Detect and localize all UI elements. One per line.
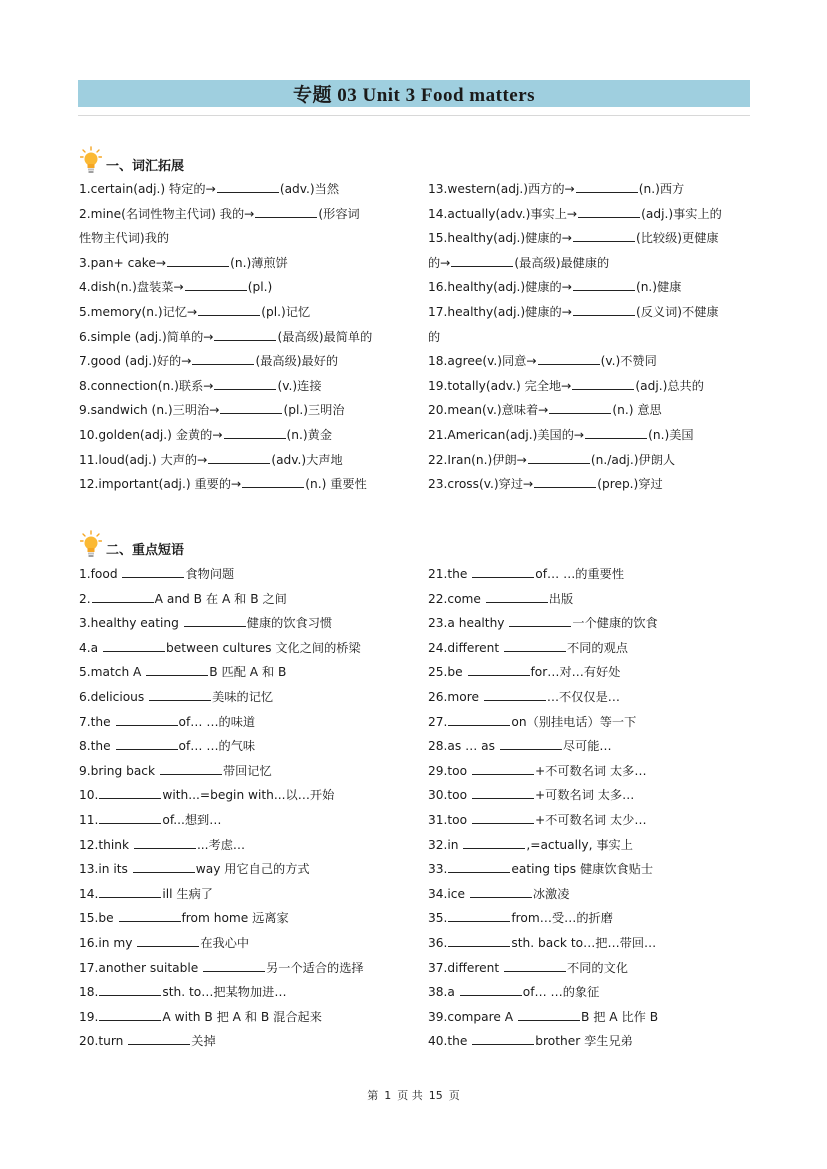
item-suffix: (adv.)大声地 [271, 452, 343, 467]
item-suffix: (反义词)不健康 [635, 304, 719, 319]
item-prefix: 40.the [428, 1034, 472, 1049]
phrase-item [79, 636, 419, 661]
item-prefix: 12.think [79, 837, 133, 852]
phrase-item [428, 808, 768, 833]
item-prefix: 5.match A [79, 665, 146, 680]
answer-blank[interactable] [214, 376, 276, 390]
answer-blank[interactable] [448, 712, 510, 726]
item-suffix: (最高级)最简单的 [277, 329, 373, 344]
page-title: 专题 03 Unit 3 Food matters [292, 85, 536, 106]
answer-blank[interactable] [149, 687, 211, 701]
phrase-item [428, 857, 768, 882]
answer-blank[interactable] [255, 204, 317, 218]
answer-blank[interactable] [103, 638, 165, 652]
item-prefix: 23.cross(v.)穿过→ [428, 477, 534, 492]
item-prefix: 25.be [428, 665, 467, 680]
answer-blank[interactable] [116, 712, 178, 726]
phrase-item [79, 685, 419, 710]
item-prefix: 1.certain(adj.) 特定的→ [79, 182, 216, 196]
answer-blank[interactable] [99, 982, 161, 996]
phrase-item [79, 734, 419, 759]
item-suffix: of… …的象征 [522, 985, 600, 1000]
answer-blank[interactable] [116, 736, 178, 750]
item-prefix: 32.in [428, 837, 463, 852]
item-prefix: 19. [79, 1009, 99, 1024]
answer-blank[interactable] [208, 450, 270, 464]
answer-blank[interactable] [242, 474, 304, 488]
answer-blank[interactable] [573, 302, 635, 316]
page-total: 15 [428, 1089, 443, 1102]
item-suffix: A and B 在 A 和 B 之间 [154, 591, 287, 606]
lightbulb-icon [80, 530, 102, 560]
section1-header [80, 146, 184, 176]
phrase-item [428, 734, 768, 759]
item-suffix: on（别挂电话）等一下 [511, 714, 637, 729]
vocab-item [428, 202, 768, 227]
answer-blank[interactable] [576, 179, 638, 193]
answer-blank[interactable] [470, 884, 532, 898]
vocab-item [428, 374, 768, 399]
phrase-item [79, 759, 419, 784]
answer-blank[interactable] [460, 982, 522, 996]
vocab-item [79, 226, 419, 251]
item-prefix: 39.compare A [428, 1009, 517, 1024]
vocab-item [79, 472, 419, 497]
vocab-item [428, 251, 768, 276]
answer-blank[interactable] [137, 933, 199, 947]
item-suffix: (adj.)事实上的 [641, 206, 722, 221]
vocab-item [428, 423, 768, 448]
item-prefix: 24.different [428, 640, 504, 655]
item-suffix: (n.)西方 [638, 182, 685, 196]
answer-blank[interactable] [472, 785, 534, 799]
item-prefix: 28.as … as [428, 739, 499, 754]
lightbulb-icon [80, 146, 102, 176]
vocab-item [79, 325, 419, 350]
item-prefix: 30.too [428, 788, 471, 803]
item-prefix: 5.memory(n.)记忆→ [79, 304, 198, 319]
item-suffix: …不仅仅是… [546, 689, 620, 704]
item-suffix: (最高级)最好的 [255, 354, 339, 369]
answer-blank[interactable] [217, 179, 279, 193]
item-suffix: (n.)健康 [635, 280, 682, 295]
phrase-item [428, 956, 768, 981]
item-suffix: (比较级)更健康 [635, 231, 719, 246]
answer-blank[interactable] [472, 761, 534, 775]
item-prefix: 2. [79, 591, 91, 606]
item-suffix: (prep.)穿过 [597, 477, 663, 492]
item-suffix: (adv.)当然 [279, 182, 340, 196]
item-suffix: of… …的气味 [178, 739, 256, 754]
item-prefix: 1.food [79, 567, 122, 581]
item-prefix: 11.loud(adj.) 大声的→ [79, 452, 208, 467]
vocab-left-column [79, 177, 419, 497]
item-suffix: 在我心中 [200, 935, 250, 950]
item-prefix: 16.healthy(adj.)健康的→ [428, 280, 572, 295]
item-suffix: +可数名词 太多… [534, 788, 635, 803]
phrase-item [79, 783, 419, 808]
phrase-item [428, 980, 768, 1005]
answer-blank[interactable] [448, 859, 510, 873]
item-suffix: (pl.)三明治 [283, 403, 345, 418]
item-suffix: 不同的文化 [567, 960, 628, 975]
item-suffix: from home 远离家 [181, 911, 289, 926]
answer-blank[interactable] [573, 277, 635, 291]
answer-blank[interactable] [518, 1007, 580, 1021]
vocab-item [79, 275, 419, 300]
answer-blank[interactable] [472, 810, 534, 824]
answer-blank[interactable] [472, 564, 534, 578]
item-prefix: 的→ [428, 255, 451, 270]
phrase-item [428, 660, 768, 685]
item-suffix: (n.)美国 [648, 427, 694, 442]
phrase-item [428, 1029, 768, 1054]
vocab-item [79, 251, 419, 276]
item-suffix: 关掉 [191, 1034, 216, 1049]
item-suffix: of...想到… [162, 812, 222, 827]
answer-blank[interactable] [160, 761, 222, 775]
item-prefix: 7.the [79, 714, 115, 729]
item-suffix: (n.) 意思 [612, 403, 662, 418]
item-prefix: 18.agree(v.)同意→ [428, 354, 537, 369]
item-prefix: 8.the [79, 739, 115, 754]
item-suffix: of… …的重要性 [535, 567, 625, 581]
item-suffix: 带回记忆 [222, 763, 272, 778]
answer-blank[interactable] [572, 376, 634, 390]
answer-blank[interactable] [484, 687, 546, 701]
answer-blank[interactable] [468, 662, 530, 676]
vocab-item [79, 423, 419, 448]
item-suffix: 健康的饮食习惯 [246, 616, 333, 631]
phrase-right-column [428, 562, 768, 1054]
item-prefix: 23.a healthy [428, 616, 509, 631]
item-prefix: 9.sandwich (n.)三明治→ [79, 403, 220, 418]
item-suffix: 尽可能… [562, 739, 612, 754]
phrase-item [79, 833, 419, 858]
answer-blank[interactable] [504, 958, 566, 972]
item-prefix: 21.the [428, 567, 472, 581]
phrase-item [79, 906, 419, 931]
answer-blank[interactable] [448, 908, 510, 922]
item-suffix: 一个健康的饮食 [572, 616, 658, 631]
answer-blank[interactable] [472, 1031, 534, 1045]
phrase-item [79, 710, 419, 735]
title-divider [78, 115, 750, 116]
phrase-item [79, 611, 419, 636]
phrase-item [79, 980, 419, 1005]
answer-blank[interactable] [486, 589, 548, 603]
item-prefix: 14. [79, 886, 99, 901]
phrase-item [79, 956, 419, 981]
item-prefix: 36. [428, 935, 448, 950]
item-prefix: 13.western(adj.)西方的→ [428, 182, 575, 196]
item-suffix: 美味的记忆 [212, 689, 274, 704]
phrase-item [428, 759, 768, 784]
item-suffix: B 把 A 比作 B [580, 1009, 659, 1024]
answer-blank[interactable] [146, 662, 208, 676]
answer-blank[interactable] [585, 425, 647, 439]
answer-blank[interactable] [500, 736, 562, 750]
item-prefix: 10.golden(adj.) 金黄的→ [79, 427, 223, 442]
phrase-left-column [79, 562, 419, 1054]
vocab-item [79, 349, 419, 374]
section1-title: 一、词汇拓展 [106, 159, 185, 174]
answer-blank[interactable] [504, 638, 566, 652]
item-suffix: (v.)不赞同 [600, 354, 657, 369]
item-suffix: (n.)黄金 [286, 427, 333, 442]
title-banner [78, 80, 750, 107]
answer-blank[interactable] [92, 589, 154, 603]
answer-blank[interactable] [224, 425, 286, 439]
item-prefix: 22.Iran(n.)伊朗→ [428, 452, 527, 467]
vocab-item [428, 448, 768, 473]
vocab-item [79, 177, 419, 202]
item-suffix: with...=begin with...以…开始 [162, 788, 335, 803]
item-prefix: 性物主代词)我的 [79, 231, 170, 246]
phrase-item [428, 685, 768, 710]
answer-blank[interactable] [214, 327, 276, 341]
answer-blank[interactable] [198, 302, 260, 316]
item-prefix: 37.different [428, 960, 504, 975]
answer-blank[interactable] [451, 253, 513, 267]
phrase-item [428, 611, 768, 636]
item-suffix: 另一个适合的选择 [266, 960, 364, 975]
item-prefix: 11. [79, 812, 99, 827]
vocab-item [428, 275, 768, 300]
item-suffix: between cultures 文化之间的桥梁 [165, 640, 361, 655]
item-suffix: eating tips 健康饮食贴士 [511, 862, 654, 877]
item-prefix: 20.mean(v.)意味着→ [428, 403, 549, 418]
item-suffix: 冰激凌 [532, 886, 570, 901]
vocab-item [79, 300, 419, 325]
item-suffix: (n.) 重要性 [305, 477, 367, 492]
answer-blank[interactable] [509, 613, 571, 627]
item-prefix: 8.connection(n.)联系→ [79, 378, 214, 393]
answer-blank[interactable] [128, 1031, 190, 1045]
phrase-item [428, 931, 768, 956]
answer-blank[interactable] [192, 351, 254, 365]
item-prefix: 19.totally(adv.) 完全地→ [428, 378, 572, 393]
answer-blank[interactable] [133, 859, 195, 873]
item-prefix: 10. [79, 788, 99, 803]
phrase-item [79, 660, 419, 685]
answer-blank[interactable] [134, 835, 196, 849]
phrase-item [79, 857, 419, 882]
item-suffix: +不可数名词 太少… [534, 812, 647, 827]
phrase-item [79, 808, 419, 833]
answer-blank[interactable] [167, 253, 229, 267]
item-prefix: 20.turn [79, 1034, 128, 1049]
item-prefix: 15.be [79, 911, 118, 926]
item-suffix: sth. back to…把…带回… [511, 935, 657, 950]
vocab-item [428, 325, 768, 350]
item-prefix: 16.in my [79, 935, 137, 950]
item-suffix: brother 孪生兄弟 [535, 1034, 633, 1049]
vocab-item [79, 448, 419, 473]
item-prefix: 26.more [428, 689, 483, 704]
answer-blank[interactable] [578, 204, 640, 218]
item-prefix: 21.American(adj.)美国的→ [428, 427, 585, 442]
item-suffix: ,=actually, 事实上 [526, 837, 633, 852]
item-prefix: 29.too [428, 763, 471, 778]
item-suffix: 食物问题 [185, 567, 235, 581]
phrase-item [428, 882, 768, 907]
item-suffix: ...考虑… [196, 837, 246, 852]
item-prefix: 15.healthy(adj.)健康的→ [428, 231, 572, 246]
phrase-item [79, 931, 419, 956]
item-suffix: (n./adj.)伊朗人 [590, 452, 676, 467]
answer-blank[interactable] [220, 400, 282, 414]
phrase-item [79, 587, 419, 612]
answer-blank[interactable] [99, 810, 161, 824]
phrase-item [79, 1005, 419, 1030]
answer-blank[interactable] [119, 908, 181, 922]
phrase-item [428, 587, 768, 612]
item-prefix: 的 [428, 329, 441, 344]
item-prefix: 18. [79, 985, 99, 1000]
item-prefix: 38.a [428, 985, 459, 1000]
vocab-item [79, 398, 419, 423]
vocab-item [79, 374, 419, 399]
answer-blank[interactable] [99, 785, 161, 799]
item-prefix: 6.delicious [79, 689, 149, 704]
item-prefix: 3.pan+ cake→ [79, 255, 167, 270]
item-suffix: (n.)薄煎饼 [230, 255, 288, 270]
answer-blank[interactable] [534, 474, 596, 488]
vocab-item [428, 398, 768, 423]
phrase-item [428, 1005, 768, 1030]
item-suffix: sth. to…把某物加进… [162, 985, 287, 1000]
item-suffix: 不同的观点 [567, 640, 628, 655]
phrase-item [428, 562, 768, 587]
phrase-item [79, 1029, 419, 1054]
answer-blank[interactable] [203, 958, 265, 972]
answer-blank[interactable] [99, 884, 161, 898]
item-suffix: for…对…有好处 [530, 665, 621, 680]
item-suffix: way 用它自己的方式 [195, 862, 310, 877]
item-suffix: (pl.) [247, 280, 273, 295]
item-suffix: B 匹配 A 和 B [209, 665, 287, 680]
phrase-item [428, 710, 768, 735]
item-suffix: from…受…的折磨 [511, 911, 613, 926]
item-suffix: (adj.)总共的 [635, 378, 704, 393]
item-prefix: 12.important(adj.) 重要的→ [79, 477, 242, 492]
item-suffix: ill 生病了 [162, 886, 213, 901]
page-number: 1 [384, 1089, 392, 1102]
phrase-item [428, 783, 768, 808]
item-prefix: 14.actually(adv.)事实上→ [428, 206, 578, 221]
item-suffix: (形容词 [318, 206, 360, 221]
phrase-item [428, 833, 768, 858]
item-prefix: 13.in its [79, 862, 132, 877]
section2-title: 二、重点短语 [106, 543, 185, 558]
item-suffix: A with B 把 A 和 B 混合起来 [162, 1009, 322, 1024]
vocab-item [79, 202, 419, 227]
item-suffix: +不可数名词 太多… [534, 763, 647, 778]
item-prefix: 17.another suitable [79, 960, 203, 975]
answer-blank[interactable] [549, 400, 611, 414]
item-suffix: (pl.)记忆 [261, 304, 311, 319]
answer-blank[interactable] [122, 564, 184, 578]
item-prefix: 7.good (adj.)好的→ [79, 354, 192, 369]
item-prefix: 35. [428, 911, 448, 926]
answer-blank[interactable] [538, 351, 600, 365]
vocab-item [428, 300, 768, 325]
phrase-item [428, 636, 768, 661]
item-prefix: 2.mine(名词性物主代词) 我的→ [79, 206, 255, 221]
item-prefix: 31.too [428, 812, 471, 827]
phrase-item [79, 562, 419, 587]
vocab-item [428, 349, 768, 374]
item-prefix: 17.healthy(adj.)健康的→ [428, 304, 572, 319]
item-prefix: 3.healthy eating [79, 616, 183, 631]
phrase-item [428, 906, 768, 931]
item-prefix: 6.simple (adj.)简单的→ [79, 329, 214, 344]
item-prefix: 27. [428, 714, 448, 729]
item-prefix: 9.bring back [79, 763, 159, 778]
section2-header [80, 530, 184, 560]
answer-blank[interactable] [463, 835, 525, 849]
item-suffix: of… …的味道 [178, 714, 256, 729]
vocab-item [428, 177, 768, 202]
item-prefix: 33. [428, 862, 448, 877]
vocab-item [428, 472, 768, 497]
answer-blank[interactable] [448, 933, 510, 947]
phrase-item [79, 882, 419, 907]
item-suffix: (最高级)最健康的 [514, 255, 610, 270]
answer-blank[interactable] [99, 1007, 161, 1021]
item-prefix: 4.dish(n.)盘装菜→ [79, 280, 184, 295]
page-footer: 第 1 页 共 15 页 [367, 1089, 460, 1102]
item-prefix: 34.ice [428, 886, 469, 901]
answer-blank[interactable] [528, 450, 590, 464]
item-suffix: (v.)连接 [277, 378, 322, 393]
item-suffix: 出版 [548, 591, 574, 606]
answer-blank[interactable] [184, 613, 246, 627]
answer-blank[interactable] [185, 277, 247, 291]
answer-blank[interactable] [573, 228, 635, 242]
item-prefix: 22.come [428, 591, 485, 606]
vocab-item [428, 226, 768, 251]
vocab-right-column [428, 177, 768, 497]
item-prefix: 4.a [79, 640, 102, 655]
